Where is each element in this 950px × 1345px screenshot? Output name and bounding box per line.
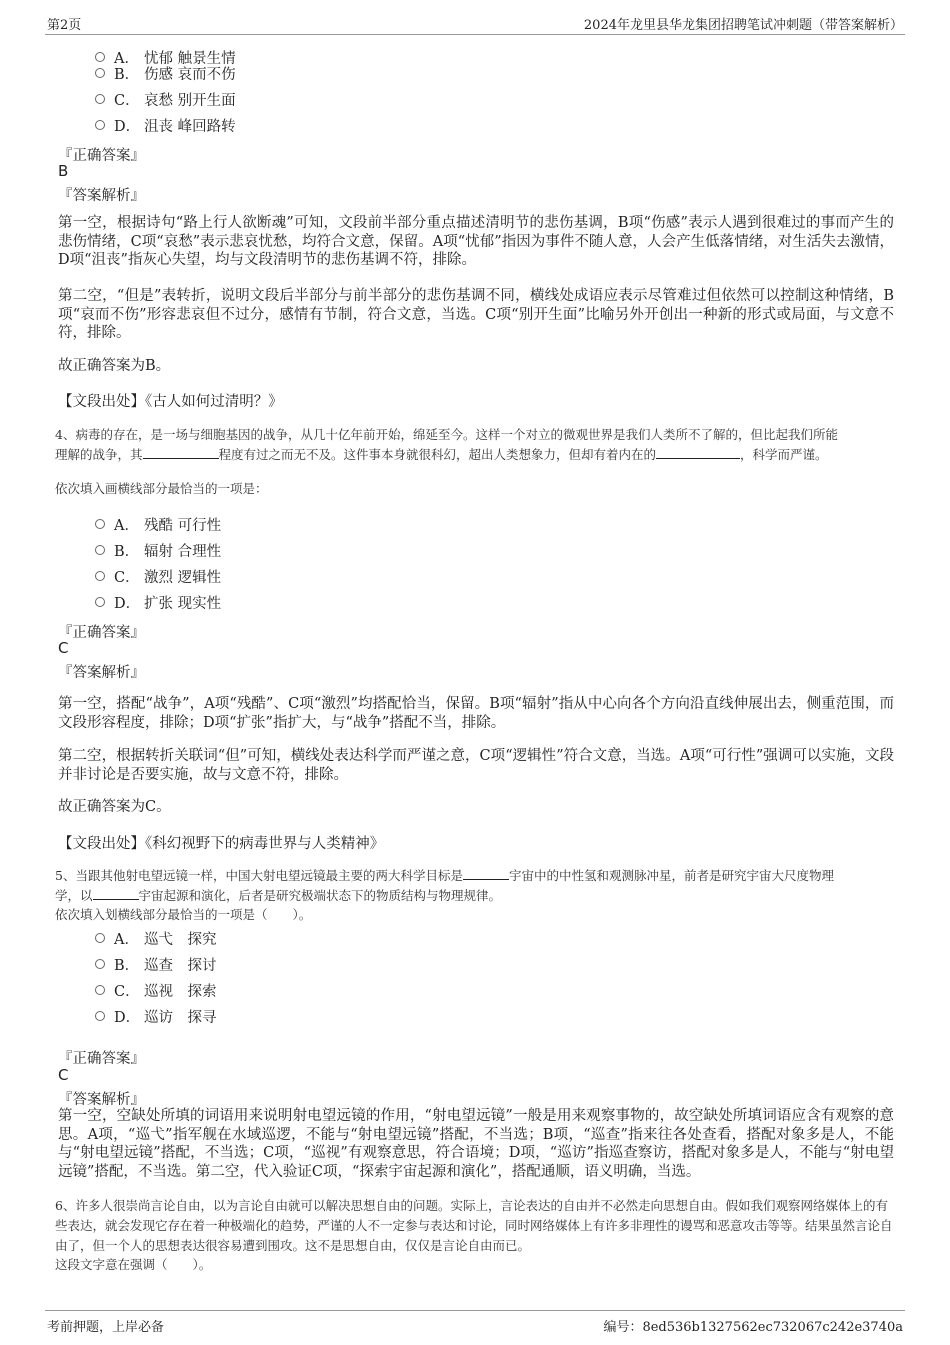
fill-blank — [463, 867, 509, 880]
correct-answer: B — [58, 162, 69, 180]
passage-source: 【文段出处】《科幻视野下的病毒世界与人类精神》 — [58, 836, 385, 852]
q3-option-a[interactable]: A． 忧郁 触景生情 — [95, 48, 236, 66]
document-title: 2024年龙里县华龙集团招聘笔试冲刺题（带答案解析） — [583, 18, 903, 33]
analysis-paragraph: 第二空，根据转折关联词“但”可知，横线处表达科学而严谨之意，C项“逻辑性”符合文意，当选。A项“可行性”强调可以实施，文段并非讨论是否要实施，故与文意不符，排除。 — [58, 748, 894, 783]
q4-option-c[interactable]: C． 激烈 逻辑性 — [95, 567, 221, 585]
q5-option-d[interactable]: D． 巡访 探寻 — [95, 1007, 217, 1025]
radio-icon[interactable] — [95, 985, 105, 995]
radio-icon[interactable] — [95, 933, 105, 943]
radio-icon[interactable] — [95, 68, 105, 78]
radio-icon[interactable] — [95, 959, 105, 969]
q3-option-c[interactable]: C． 哀愁 别开生面 — [95, 90, 236, 108]
analysis-conclusion: 故正确答案为C。 — [58, 799, 171, 815]
passage-source: 【文段出处】《古人如何过清明？》 — [58, 394, 283, 410]
analysis-label: 『答案解析』 — [58, 188, 145, 204]
analysis-conclusion: 故正确答案为B。 — [58, 358, 171, 374]
q5-option-b[interactable]: B． 巡查 探讨 — [95, 955, 217, 973]
radio-icon[interactable] — [95, 571, 105, 581]
analysis-paragraph: 第二空，“但是”表转折，说明文段后半部分与前半部分的悲伤基调不同，横线处成语应表示尽管难过但依然可以控制这种情绪，B项“哀而不伤”形容悲哀但不过分，感情有节制，符合文意，当选。C项“别开生面”比喻另外开创出一种新的形式或局面，与文意不符，排除。 — [58, 288, 894, 341]
correct-answer-label: 『正确答案』 — [58, 625, 145, 641]
radio-icon[interactable] — [95, 519, 105, 529]
question-prompt: 依次填入划横线部分最恰当的一项是（ ）。 — [55, 907, 312, 922]
analysis-paragraph: 第一空，搭配“战争”，A项“残酷”、C项“激烈”均搭配恰当，保留。B项“辐射”指从中心向各个方向沿直线伸展出去，侧重范围，而文段形容程度，排除；D项“扩张”指扩大，与“战争”搭配不当，排除。 — [58, 696, 894, 731]
fill-blank — [93, 887, 139, 900]
footer-divider — [45, 1310, 905, 1311]
question-stem: 6、许多人很崇尚言论自由，以为言论自由就可以解决思想自由的问题。实际上，言论表达的自由并不必然走向思想自由。假如我们观察网络媒体上的有些表达，就会发现它存在着一种极端化的趋势，严谨的人不一定参与表达和讨论，同时网络媒体上有许多非理性的谩骂和恶意攻击等等。结果虽然言论自由了，但一个人的思想表达很容易遭到围攻。这不是思想自由，仅仅是言论自由而已。 — [55, 1198, 893, 1253]
radio-icon[interactable] — [95, 1011, 105, 1021]
header-divider — [45, 34, 905, 35]
radio-icon[interactable] — [95, 545, 105, 555]
document-code: 编号：8ed536b1327562ec732067c242e3740a — [603, 1320, 903, 1335]
radio-icon[interactable] — [95, 597, 105, 607]
page-number: 第2页 — [47, 18, 82, 33]
radio-icon[interactable] — [95, 52, 105, 62]
q4-option-a[interactable]: A． 残酷 可行性 — [95, 515, 221, 533]
fill-blank — [656, 446, 740, 459]
analysis-paragraph: 第一空，根据诗句“路上行人欲断魂”可知，文段前半部分重点描述清明节的悲伤基调，B项“伤感”表示人遇到很难过的事而产生的悲伤情绪，C项“哀愁”表示悲哀忧愁，均符合文意，保留。A项“忧郁”指因为事件不随人意，人会产生低落情绪，对生活失去激情，D项“沮丧”指灰心失望，均与文段清明节的悲伤基调不符，排除。 — [58, 215, 894, 268]
question-prompt: 这段文字意在强调（ ）。 — [55, 1257, 212, 1272]
analysis-label: 『答案解析』 — [58, 665, 145, 681]
analysis-label: 『答案解析』 — [58, 1092, 145, 1108]
q4-option-d[interactable]: D． 扩张 现实性 — [95, 593, 221, 611]
correct-answer: C — [58, 639, 69, 657]
q3-option-d[interactable]: D． 沮丧 峰回路转 — [95, 116, 236, 134]
radio-icon[interactable] — [95, 120, 105, 130]
question-prompt: 依次填入画横线部分最恰当的一项是： — [55, 481, 268, 496]
correct-answer: C — [58, 1066, 69, 1084]
correct-answer-label: 『正确答案』 — [58, 148, 145, 164]
radio-icon[interactable] — [95, 94, 105, 104]
q5-option-c[interactable]: C． 巡视 探索 — [95, 981, 217, 999]
analysis-paragraph: 第一空，空缺处所填的词语用来说明射电望远镜的作用，“射电望远镜”一般是用来观察事物的，故空缺处所填词语应含有观察的意思。A项，“巡弋”指军舰在水域巡逻，不能与“射电望远镜”搭配，不当选；B项，“巡查”指来往各处查看，搭配对象多是人，不能与“射电望远镜”搭配，不当选；C项，“巡视”有观察意思，符合语境；D项，“巡访”指巡查察访，搭配对象多是人，不能与“射电望远镜”搭配，不当选。第二空，代入验证C项，“探索宇宙起源和演化”，搭配通顺，语义明确，当选。 — [58, 1108, 894, 1180]
q3-option-b[interactable]: B． 伤感 哀而不伤 — [95, 64, 236, 82]
question-stem: 5、当跟其他射电望远镜一样，中国大射电望远镜最主要的两大科学目标是 宇宙中的中性氢和观测脉冲星，前者是研究宇宙大尺度物理 学，以 宇宙起源和演化，后者是研究极端状态下的物质结构与物理规律。 — [55, 868, 834, 903]
fill-blank — [143, 446, 219, 459]
correct-answer-label: 『正确答案』 — [58, 1051, 145, 1067]
footer-slogan: 考前押题，上岸必备 — [47, 1320, 165, 1335]
q4-option-b[interactable]: B． 辐射 合理性 — [95, 541, 221, 559]
question-stem: 4、病毒的存在，是一场与细胞基因的战争，从几十亿年前开始，绵延至今。这样一个对立的微观世界是我们人类所不了解的，但比起我们所能 理解的战争，其 程度有过之而无不及。这件事本身就很科幻，超出人类想象力，但却有着内在的 ，科学而严谨。 — [55, 427, 838, 462]
q5-option-a[interactable]: A． 巡弋 探究 — [95, 929, 217, 947]
